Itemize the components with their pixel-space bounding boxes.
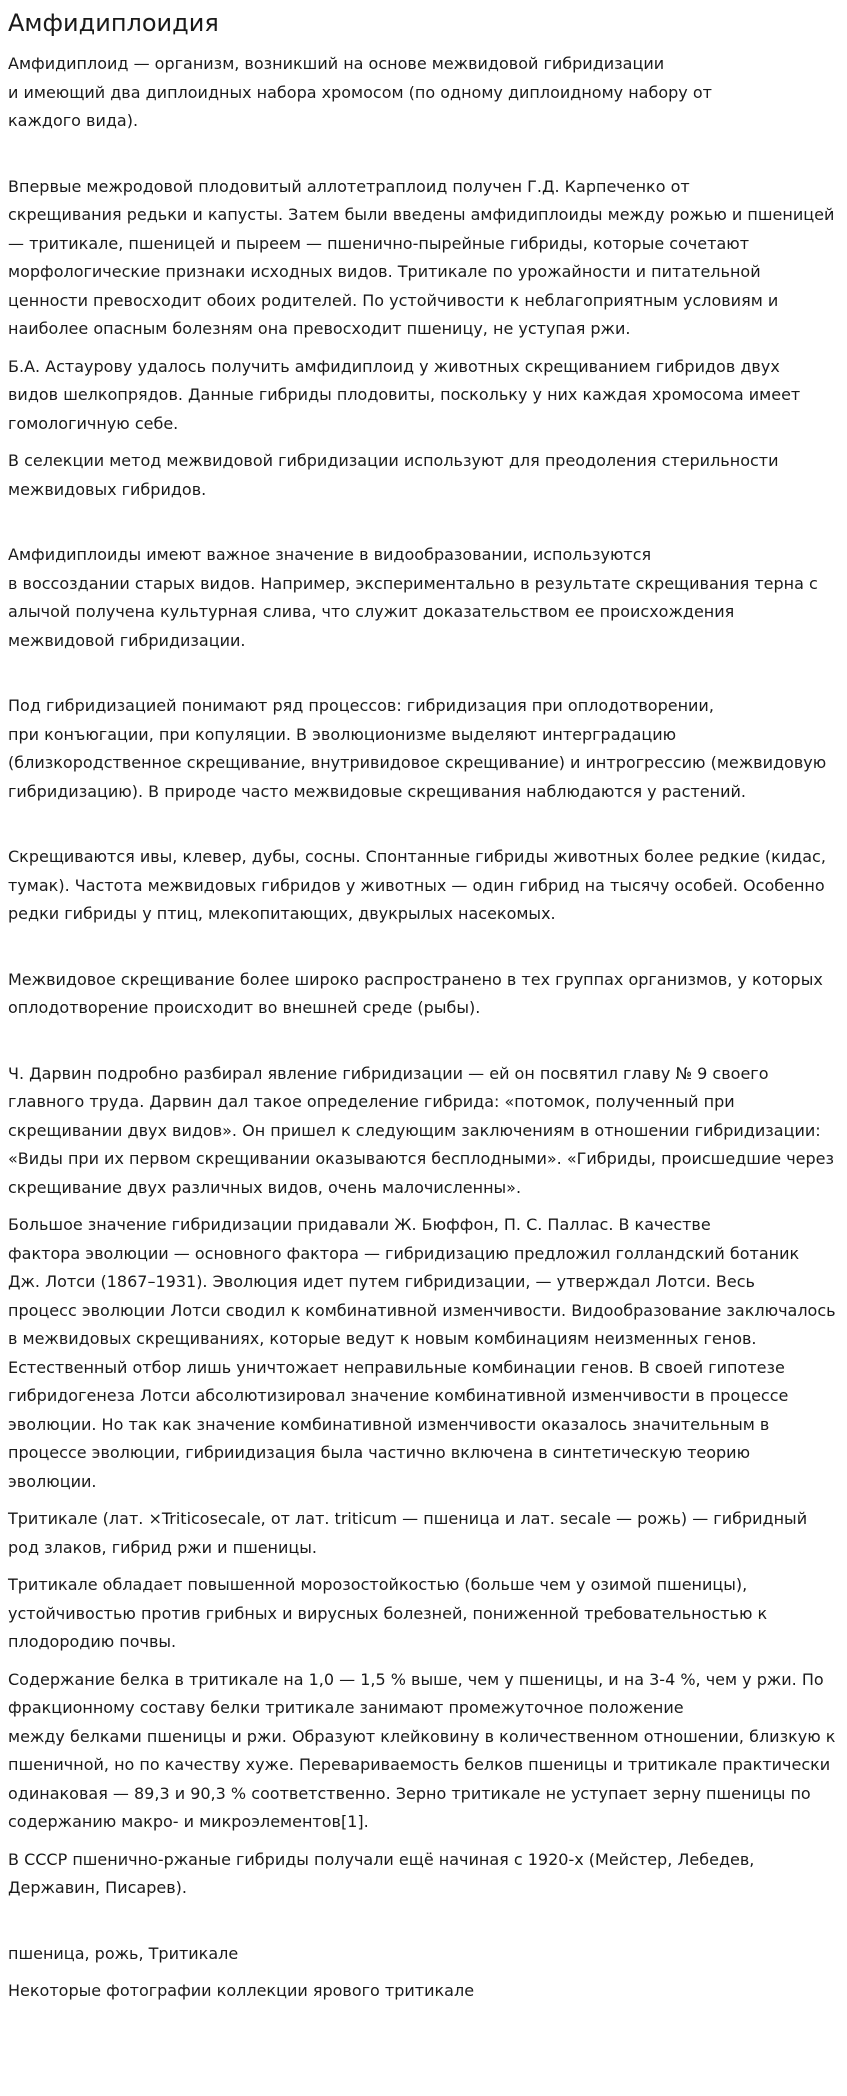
paragraph-hybridization: Под гибридизацией понимают ряд процессов: гибридизация при оплодотворении, при конъюгации, при копуляции. В эволюционизме выделяют интерградацию (близкородственное скрещивание, внутривидовое скрещивание) и интрогрессию (межвидовую гибридизацию). В природе часто межвидовые скрещивания наблюдаются у растений. bbox=[8, 696, 827, 801]
paragraph-external-fertilization: Межвидовое скрещивание более широко распространено в тех группах организмов, у которых оплодотворение происходит во внешней среде (рыбы). bbox=[8, 969, 823, 1017]
spacer bbox=[8, 664, 839, 692]
spacer bbox=[8, 513, 839, 541]
paragraph-lotsy: Большое значение гибридизации придавали Ж. Бюффон, П. С. Паллас. В качестве фактора эволюции — основного фактора — гибридизацию предложил голландский ботаник Дж. Лотси (1867–1931). Эволюция идет путем гибридизации, — утверждал Лотси. Весь процесс эволюции Лотси сводил к комбинативной изменчивости. Видообразование заключалось в межвидовых скрещиваниях, которые ведут к новым комбинациям неизменных генов. Естественный отбор лишь уничтожает неправильные комбинации генов. В своей гипотезе гибридогенеза Лотси абсолютизировал значение комбинативной изменчивости в процессе эволюции. Но так как значение комбинативной изменчивости оказалось значительным в процессе эволюции, гибриидизация была частично включена в синтетическую теорию эволюции. bbox=[8, 1215, 836, 1491]
page-title: Амфидиплоидия bbox=[8, 9, 219, 37]
paragraph-darwin: Ч. Дарвин подробно разбирал явление гибридизации — ей он посвятил главу № 9 своего главного труда. Дарвин дал такое определение гибрида: «потомок, полученный при скрещивании двух видов». Он пришел к следующим заключениям в отношении гибридизации: «Виды при их первом скрещивании оказываются бесплодными». «Гибриды, происшедшие через скрещивание двух различных видов, очень малочисленны». bbox=[8, 1063, 834, 1197]
spacer bbox=[8, 1032, 839, 1060]
paragraph-speciation: Амфидиплоиды имеют важное значение в видообразовании, используются в воссоздании старых видов. Например, экспериментально в результате скрещивания терна с алычой получена культурная слива, что служит доказательством ее происхождения межвидовой гибридизации. bbox=[8, 545, 818, 650]
spacer bbox=[8, 1912, 839, 1940]
photo-caption: Некоторые фотографии коллекции ярового тритикале bbox=[8, 1981, 475, 2000]
tags: пшеница, рожь, Тритикале bbox=[8, 1943, 239, 1963]
paragraph-ussr: В СССР пшенично-ржаные гибриды получали ещё начиная с 1920-х (Мейстер, Лебедев, Державин, Писарев). bbox=[8, 1849, 755, 1897]
paragraph-spontaneous-hybrids: Скрещиваются ивы, клевер, дубы, сосны. Спонтанные гибриды животных более редкие (кидас, тумак). Частота межвидовых гибридов у животных — один гибрид на тысячу особей. Особенно редки гибриды у птиц, млекопитающих, двукрылых насекомых. bbox=[8, 847, 826, 923]
paragraph-triticale-definition: Тритикале (лат. ×Triticosecale, от лат. triticum — пшеница и лат. secale — рожь) — гибридный род злаков, гибрид ржи и пшеницы. bbox=[8, 1509, 808, 1557]
spacer bbox=[8, 938, 839, 966]
paragraph-definition: Амфидиплоид — организм, возникший на основе межвидовой гибридизации и имеющий два диплоидных набора хромосом (по одному диплоидному набору от каждого вида). bbox=[8, 54, 712, 130]
paragraph-triticale-resistance: Тритикале обладает повышенной морозостойкостью (больше чем у озимой пшеницы), устойчивостью против грибных и вирусных болезней, пониженной требовательностью к плодородию почвы. bbox=[8, 1575, 768, 1651]
paragraph-triticale-protein: Содержание белка в тритикале на 1,0 — 1,5 % выше, чем у пшеницы, и на 3-4 %, чем у ржи. По фракционному составу белки тритикале занимают промежуточное положение между белками пшеницы и ржи. Образуют клейковину в количественном отношении, близкую к пшеничной, но по качеству хуже. Перевариваемость белков пшеницы и тритикале практически одинаковая — 89,3 и 90,3 % соответственно. Зерно тритикале не уступает зерну пшеницы по содержанию макро- и микроэлементов[1]. bbox=[8, 1669, 836, 1831]
paragraph-selection: В селекции метод межвидовой гибридизации используют для преодоления стерильности межвидовых гибридов. bbox=[8, 451, 779, 499]
spacer bbox=[8, 815, 839, 843]
paragraph-astaurov: Б.А. Астаурову удалось получить амфидиплоид у животных скрещиванием гибридов двух видов шелкопрядов. Данные гибриды плодовиты, поскольку у них каждая хромосома имеет гомологичную себе. bbox=[8, 356, 801, 433]
spacer bbox=[8, 145, 839, 173]
paragraph-karpechenko: Впервые межродовой плодовитый аллотетраплоид получен Г.Д. Карпеченко от скрещивания редьки и капусты. Затем были введены амфидиплоиды между рожью и пшеницей — тритикале, пшеницей и пыреем — пшенично-пырейные гибриды, которые сочетают морфологические признаки исходных видов. Тритикале по урожайности и питательной ценности превосходит обоих родителей. По устойчивости к неблагоприятным условиям и наиболее опасным болезням она превосходит пшеницу, не уступая ржи. bbox=[8, 176, 835, 338]
